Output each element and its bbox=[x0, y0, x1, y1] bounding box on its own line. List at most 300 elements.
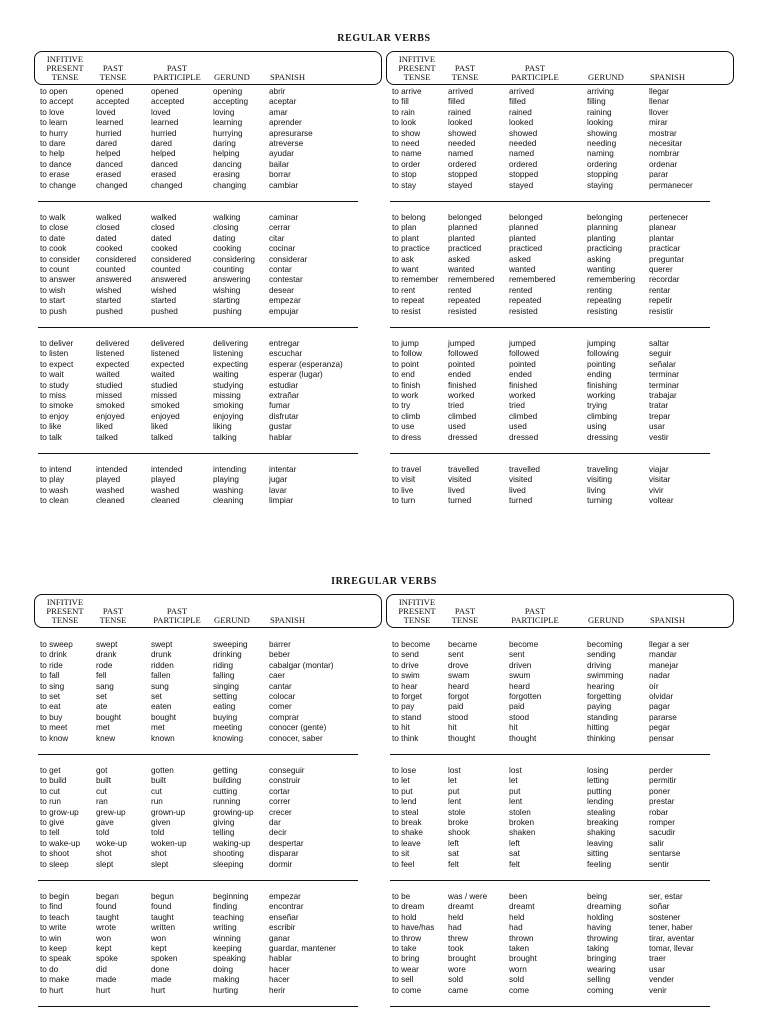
verb-past-tense: smoked bbox=[96, 401, 125, 411]
verb-gerund: wearing bbox=[587, 964, 616, 974]
verb-infinitive: to ride bbox=[40, 660, 63, 670]
verb-spanish: salir bbox=[649, 838, 665, 848]
verb-infinitive: to get bbox=[40, 766, 61, 775]
verb-row bbox=[40, 766, 382, 776]
verb-group bbox=[40, 465, 382, 507]
verb-spanish: permanecer bbox=[649, 180, 693, 190]
verb-row bbox=[392, 181, 734, 191]
verb-infinitive: to leave bbox=[392, 838, 421, 848]
verb-past-participle: followed bbox=[509, 349, 540, 359]
verb-infinitive: to need bbox=[392, 138, 420, 148]
verb-past-tense: built bbox=[96, 776, 112, 786]
verb-past-participle: erased bbox=[151, 170, 177, 180]
verb-past-participle: expected bbox=[151, 359, 185, 369]
verb-past-participle: stood bbox=[509, 712, 530, 722]
header-past-tense-line: TENSE bbox=[99, 615, 127, 625]
verb-spanish: colocar bbox=[269, 691, 296, 701]
verb-past-tense: showed bbox=[448, 128, 477, 138]
verb-past-tense: pushed bbox=[96, 306, 123, 316]
verb-past-tense: cooked bbox=[96, 244, 123, 254]
verb-past-tense: rented bbox=[448, 285, 472, 295]
verb-infinitive: to stay bbox=[392, 180, 417, 190]
verb-row bbox=[392, 849, 734, 859]
verb-past-participle: arrived bbox=[509, 87, 535, 96]
verb-past-participle: pushed bbox=[151, 306, 178, 316]
header-past-participle-line: PAST bbox=[166, 606, 188, 616]
verb-gerund: looking bbox=[587, 118, 613, 128]
verb-past-tense: expected bbox=[96, 359, 130, 369]
verb-past-tense: lent bbox=[448, 797, 462, 807]
verb-spanish: crecer bbox=[269, 807, 292, 817]
verb-row bbox=[392, 370, 734, 380]
verb-past-participle: belonged bbox=[509, 213, 543, 222]
verb-gerund: pointing bbox=[587, 359, 616, 369]
verb-spanish: vestir bbox=[649, 432, 669, 442]
verb-past-tense: began bbox=[96, 892, 119, 901]
verb-gerund: changing bbox=[213, 180, 247, 190]
header-infinitive bbox=[39, 55, 91, 82]
group-divider bbox=[38, 880, 358, 881]
verb-past-tense: dated bbox=[96, 233, 117, 243]
verb-gerund: raining bbox=[587, 107, 612, 117]
verb-row bbox=[392, 244, 734, 254]
verb-infinitive: to miss bbox=[40, 390, 66, 400]
verb-row bbox=[392, 401, 734, 411]
verb-gerund: writing bbox=[213, 923, 237, 933]
verb-past-participle: thrown bbox=[509, 933, 534, 943]
verb-past-participle: planned bbox=[509, 223, 539, 233]
verb-gerund: repeating bbox=[587, 296, 622, 306]
verb-infinitive: to order bbox=[392, 159, 421, 169]
verb-gerund: thinking bbox=[587, 733, 616, 743]
verb-past-tense: ended bbox=[448, 370, 471, 380]
verb-spanish: construir bbox=[269, 776, 301, 786]
verb-gerund: losing bbox=[587, 766, 609, 775]
verb-spanish: recordar bbox=[649, 275, 680, 285]
verb-infinitive: to know bbox=[40, 733, 69, 743]
verb-infinitive: to consider bbox=[40, 254, 81, 264]
verb-gerund: living bbox=[587, 485, 606, 495]
verb-row bbox=[40, 265, 382, 275]
verb-past-participle: known bbox=[151, 733, 175, 743]
verb-past-tense: ate bbox=[96, 702, 108, 712]
verb-gerund: accepting bbox=[213, 97, 249, 107]
verb-gerund: talking bbox=[213, 432, 237, 442]
verb-past-participle: drunk bbox=[151, 650, 172, 660]
verb-row bbox=[40, 954, 382, 964]
verb-past-participle: learned bbox=[151, 118, 179, 128]
verb-spanish: apresurarse bbox=[269, 128, 313, 138]
verb-spanish: repetir bbox=[649, 296, 673, 306]
verb-past-tense: became bbox=[448, 640, 478, 649]
header-past-tense-line: TENSE bbox=[451, 72, 479, 82]
verb-past-tense: loved bbox=[96, 107, 116, 117]
verb-row bbox=[392, 339, 734, 349]
verb-past-participle: sung bbox=[151, 681, 169, 691]
verb-past-participle: broken bbox=[509, 817, 535, 827]
verb-gerund: planting bbox=[587, 233, 616, 243]
verb-spanish: sostener bbox=[649, 912, 681, 922]
verb-past-tense: asked bbox=[448, 254, 470, 264]
verb-row bbox=[392, 702, 734, 712]
verb-infinitive: to fall bbox=[40, 671, 60, 681]
verb-past-tense: dressed bbox=[448, 432, 478, 442]
verb-past-participle: listened bbox=[151, 349, 180, 359]
header-past-tense bbox=[445, 607, 485, 625]
verb-gerund: traveling bbox=[587, 465, 618, 474]
verb-gerund: working bbox=[587, 390, 616, 400]
verb-infinitive: to push bbox=[40, 306, 67, 316]
verb-row bbox=[392, 475, 734, 485]
verb-past-tense: ran bbox=[96, 797, 108, 807]
verb-past-participle: resisted bbox=[509, 306, 538, 316]
verb-row bbox=[40, 307, 382, 317]
header-infinitive-line: PRESENT bbox=[398, 606, 436, 616]
verb-gerund: missing bbox=[213, 390, 241, 400]
verb-infinitive: to meet bbox=[40, 723, 68, 733]
verb-infinitive: to give bbox=[40, 817, 65, 827]
verb-row bbox=[40, 170, 382, 180]
verb-row bbox=[392, 391, 734, 401]
verb-infinitive: to wish bbox=[40, 285, 66, 295]
verb-infinitive: to let bbox=[392, 776, 410, 786]
verb-row bbox=[392, 661, 734, 671]
verb-row bbox=[40, 129, 382, 139]
verb-infinitive: to cut bbox=[40, 786, 61, 796]
verb-infinitive: to take bbox=[392, 943, 417, 953]
verb-row bbox=[392, 892, 734, 902]
verb-group bbox=[392, 87, 734, 191]
verb-row bbox=[40, 255, 382, 265]
verb-past-participle: held bbox=[509, 912, 525, 922]
verb-group bbox=[392, 465, 734, 507]
verb-past-participle: loved bbox=[151, 107, 171, 117]
verb-gerund: staying bbox=[587, 180, 613, 190]
verb-row bbox=[40, 181, 382, 191]
header-gerund: GERUND bbox=[214, 615, 250, 625]
verb-past-participle: tried bbox=[509, 401, 525, 411]
verb-past-participle: built bbox=[151, 776, 167, 786]
header-past-tense bbox=[93, 607, 133, 625]
verb-past-participle: hurt bbox=[151, 985, 166, 995]
verb-past-participle: lost bbox=[509, 766, 522, 775]
verb-row bbox=[392, 360, 734, 370]
verb-spanish: caer bbox=[269, 671, 285, 681]
verb-gerund: enjoying bbox=[213, 411, 244, 421]
verb-infinitive: to sit bbox=[392, 849, 410, 859]
verb-past-participle: closed bbox=[151, 223, 175, 233]
verb-past-tense: enjoyed bbox=[96, 411, 125, 421]
verb-past-participle: had bbox=[509, 923, 523, 933]
verb-spanish: intentar bbox=[269, 465, 297, 474]
verb-group bbox=[392, 640, 734, 744]
verb-group bbox=[40, 87, 382, 191]
verb-past-tense: talked bbox=[96, 432, 118, 442]
verb-gerund: answering bbox=[213, 275, 251, 285]
verb-gerund: dancing bbox=[213, 159, 242, 169]
verb-infinitive: to belong bbox=[392, 213, 426, 222]
verb-spanish: visitar bbox=[649, 475, 671, 485]
verb-row bbox=[392, 902, 734, 912]
header-past-participle bbox=[506, 607, 564, 625]
verb-past-participle: turned bbox=[509, 496, 533, 506]
verb-past-tense: thought bbox=[448, 733, 476, 743]
verb-row bbox=[40, 860, 382, 870]
header-infinitive-line: PRESENT bbox=[398, 63, 436, 73]
verb-past-participle: found bbox=[151, 902, 172, 912]
verb-row bbox=[40, 160, 382, 170]
verb-infinitive: to want bbox=[392, 264, 419, 274]
verb-gerund: making bbox=[213, 975, 240, 985]
verb-infinitive: to plan bbox=[392, 223, 417, 233]
verb-spanish: bailar bbox=[269, 159, 290, 169]
verb-infinitive: to make bbox=[40, 975, 70, 985]
verb-past-participle: waited bbox=[151, 370, 175, 380]
verb-spanish: pegar bbox=[649, 723, 670, 733]
table-header bbox=[386, 51, 734, 85]
verb-row bbox=[40, 682, 382, 692]
verb-row bbox=[392, 787, 734, 797]
verb-row bbox=[392, 265, 734, 275]
verb-past-participle: repeated bbox=[509, 296, 542, 306]
verb-row bbox=[40, 776, 382, 786]
verb-spanish: mirar bbox=[649, 118, 668, 128]
verb-infinitive: to expect bbox=[40, 359, 74, 369]
verb-infinitive: to count bbox=[40, 264, 70, 274]
group-divider bbox=[38, 754, 358, 755]
verb-infinitive: to deliver bbox=[40, 339, 74, 348]
verb-row bbox=[40, 108, 382, 118]
verb-row bbox=[392, 160, 734, 170]
verb-gerund: being bbox=[587, 892, 608, 901]
verb-past-participle: taken bbox=[509, 943, 530, 953]
verb-row bbox=[40, 839, 382, 849]
verb-spanish: olvidar bbox=[649, 691, 674, 701]
verb-spanish: correr bbox=[269, 797, 291, 807]
verb-infinitive: to love bbox=[40, 107, 65, 117]
verb-spanish: poner bbox=[649, 786, 670, 796]
verb-past-tense: kept bbox=[96, 943, 112, 953]
verb-past-tense: rode bbox=[96, 660, 113, 670]
verb-row bbox=[40, 723, 382, 733]
verb-row bbox=[40, 234, 382, 244]
verb-infinitive: to climb bbox=[392, 411, 421, 421]
verb-past-participle: dreamt bbox=[509, 902, 535, 912]
verb-past-tense: gave bbox=[96, 817, 114, 827]
verb-gerund: eating bbox=[213, 702, 236, 712]
verb-past-participle: slept bbox=[151, 859, 169, 869]
verb-row bbox=[40, 370, 382, 380]
verb-spanish: herir bbox=[269, 985, 286, 995]
verb-infinitive: to try bbox=[392, 401, 411, 411]
verb-row bbox=[392, 108, 734, 118]
verb-infinitive: to sweep bbox=[40, 640, 73, 649]
verb-past-participle: fallen bbox=[151, 671, 171, 681]
verb-infinitive: to dream bbox=[392, 902, 425, 912]
header-past-participle-line: PAST bbox=[166, 63, 188, 73]
verb-past-participle: hurried bbox=[151, 128, 177, 138]
verb-gerund: sweeping bbox=[213, 640, 248, 649]
verb-gerund: taking bbox=[587, 943, 609, 953]
verb-infinitive: to like bbox=[40, 422, 62, 432]
verb-past-tense: forgot bbox=[448, 691, 469, 701]
verb-past-participle: enjoyed bbox=[151, 411, 180, 421]
verb-infinitive: to sing bbox=[40, 681, 65, 691]
verb-past-participle: pointed bbox=[509, 359, 536, 369]
verb-row bbox=[40, 360, 382, 370]
verb-row bbox=[40, 422, 382, 432]
verb-row bbox=[392, 465, 734, 475]
verb-past-tense: answered bbox=[96, 275, 132, 285]
verb-past-tense: woke-up bbox=[96, 838, 127, 848]
verb-row bbox=[40, 223, 382, 233]
verb-spanish: escribir bbox=[269, 923, 296, 933]
verb-infinitive: to wash bbox=[40, 485, 69, 495]
verb-past-tense: jumped bbox=[448, 339, 475, 348]
verb-spanish: mandar bbox=[649, 650, 677, 660]
verb-gerund: telling bbox=[213, 828, 235, 838]
header-infinitive-line: INFITIVE bbox=[398, 597, 436, 607]
verb-past-participle: sent bbox=[509, 650, 525, 660]
verb-past-tense: played bbox=[96, 475, 121, 485]
verb-past-participle: eaten bbox=[151, 702, 172, 712]
verb-spanish: cocinar bbox=[269, 244, 296, 254]
verb-infinitive: to repeat bbox=[392, 296, 425, 306]
verb-past-tense: stayed bbox=[448, 180, 473, 190]
verb-row bbox=[392, 149, 734, 159]
verb-row bbox=[392, 381, 734, 391]
verb-past-tense: dreamt bbox=[448, 902, 474, 912]
verb-past-participle: told bbox=[151, 828, 165, 838]
verb-past-tense: walked bbox=[96, 213, 122, 222]
verb-infinitive: to tell bbox=[40, 828, 60, 838]
verb-group bbox=[40, 339, 382, 443]
verb-infinitive: to hurry bbox=[40, 128, 68, 138]
verb-past-participle: talked bbox=[151, 432, 173, 442]
verb-row bbox=[40, 139, 382, 149]
group-divider bbox=[390, 754, 710, 755]
verb-gerund: smoking bbox=[213, 401, 244, 411]
verb-spanish: conocer (gente) bbox=[269, 723, 327, 733]
verb-past-participle: smoked bbox=[151, 401, 180, 411]
verb-spanish: pagar bbox=[649, 702, 670, 712]
verb-past-tense: remembered bbox=[448, 275, 495, 285]
verb-infinitive: to open bbox=[40, 87, 68, 96]
verb-past-participle: paid bbox=[509, 702, 525, 712]
verb-past-tense: accepted bbox=[96, 97, 130, 107]
verb-infinitive: to put bbox=[392, 786, 413, 796]
verb-past-participle: liked bbox=[151, 422, 168, 432]
verb-infinitive: to do bbox=[40, 964, 59, 974]
verb-spanish: sentir bbox=[649, 859, 670, 869]
verb-row bbox=[392, 650, 734, 660]
verb-infinitive: to bring bbox=[392, 954, 420, 964]
verb-past-tense: washed bbox=[96, 485, 125, 495]
verb-gerund: ordering bbox=[587, 159, 618, 169]
verb-gerund: waiting bbox=[213, 370, 239, 380]
verb-past-tense: finished bbox=[448, 380, 477, 390]
verb-row bbox=[40, 702, 382, 712]
verb-spanish: abrir bbox=[269, 87, 286, 96]
verb-row bbox=[392, 286, 734, 296]
verb-past-tense: spoke bbox=[96, 954, 118, 964]
verb-spanish: pertenecer bbox=[649, 213, 689, 222]
verb-spanish: parar bbox=[649, 170, 669, 180]
verb-infinitive: to run bbox=[40, 797, 61, 807]
verb-infinitive: to shake bbox=[392, 828, 423, 838]
verb-past-participle: bought bbox=[151, 712, 177, 722]
verb-past-tense: sent bbox=[448, 650, 464, 660]
verb-gerund: waking-up bbox=[213, 838, 251, 848]
verb-spanish: escuchar bbox=[269, 349, 303, 359]
verb-row bbox=[40, 650, 382, 660]
verb-past-tense: practiced bbox=[448, 244, 482, 254]
header-past-participle-line: PAST bbox=[524, 63, 546, 73]
verb-past-tense: wore bbox=[448, 964, 466, 974]
verb-gerund: remembering bbox=[587, 275, 636, 285]
group-divider bbox=[390, 1006, 710, 1007]
verb-infinitive: to accept bbox=[40, 97, 74, 107]
group-divider bbox=[38, 327, 358, 328]
verb-spanish: terminar bbox=[649, 380, 680, 390]
verb-row bbox=[392, 923, 734, 933]
verb-spanish: venir bbox=[649, 985, 667, 995]
verb-infinitive: to enjoy bbox=[40, 411, 69, 421]
verb-row bbox=[40, 412, 382, 422]
verb-gerund: trying bbox=[587, 401, 608, 411]
verb-gerund: planning bbox=[587, 223, 618, 233]
verb-infinitive: to travel bbox=[392, 465, 422, 474]
verb-gerund: daring bbox=[213, 138, 236, 148]
verb-gerund: dreaming bbox=[587, 902, 622, 912]
verb-past-participle: swept bbox=[151, 640, 173, 649]
verb-infinitive: to play bbox=[40, 475, 65, 485]
verb-infinitive: to grow-up bbox=[40, 807, 79, 817]
verb-past-participle: played bbox=[151, 475, 176, 485]
verb-past-participle: worn bbox=[509, 964, 527, 974]
verb-infinitive: to talk bbox=[40, 432, 62, 442]
verb-past-participle: studied bbox=[151, 380, 178, 390]
verb-gerund: buying bbox=[213, 712, 238, 722]
verb-row bbox=[392, 129, 734, 139]
header-past-tense-line: PAST bbox=[102, 63, 124, 73]
verb-past-participle: done bbox=[151, 964, 170, 974]
verb-past-participle: ended bbox=[509, 370, 532, 380]
verb-gerund: hitting bbox=[587, 723, 609, 733]
verb-row bbox=[392, 234, 734, 244]
verb-past-participle: considered bbox=[151, 254, 192, 264]
verb-infinitive: to intend bbox=[40, 465, 72, 474]
verb-past-participle: opened bbox=[151, 87, 179, 96]
verb-row bbox=[392, 433, 734, 443]
verb-infinitive: to dance bbox=[40, 159, 72, 169]
verb-infinitive: to hurt bbox=[40, 985, 64, 995]
verb-infinitive: to win bbox=[40, 933, 62, 943]
verb-past-tense: started bbox=[96, 296, 122, 306]
verb-infinitive: to plant bbox=[392, 233, 419, 243]
verb-infinitive: to turn bbox=[392, 496, 416, 506]
verb-gerund: selling bbox=[587, 975, 611, 985]
verb-row bbox=[40, 349, 382, 359]
verb-gerund: loving bbox=[213, 107, 235, 117]
verb-spanish: practicar bbox=[649, 244, 681, 254]
verb-past-participle: helped bbox=[151, 149, 176, 159]
header-infinitive-line: PRESENT bbox=[46, 606, 84, 616]
verb-row bbox=[392, 87, 734, 97]
verb-spanish: trepar bbox=[649, 411, 671, 421]
verb-spanish: llover bbox=[649, 107, 669, 117]
verb-past-participle: named bbox=[509, 149, 535, 159]
